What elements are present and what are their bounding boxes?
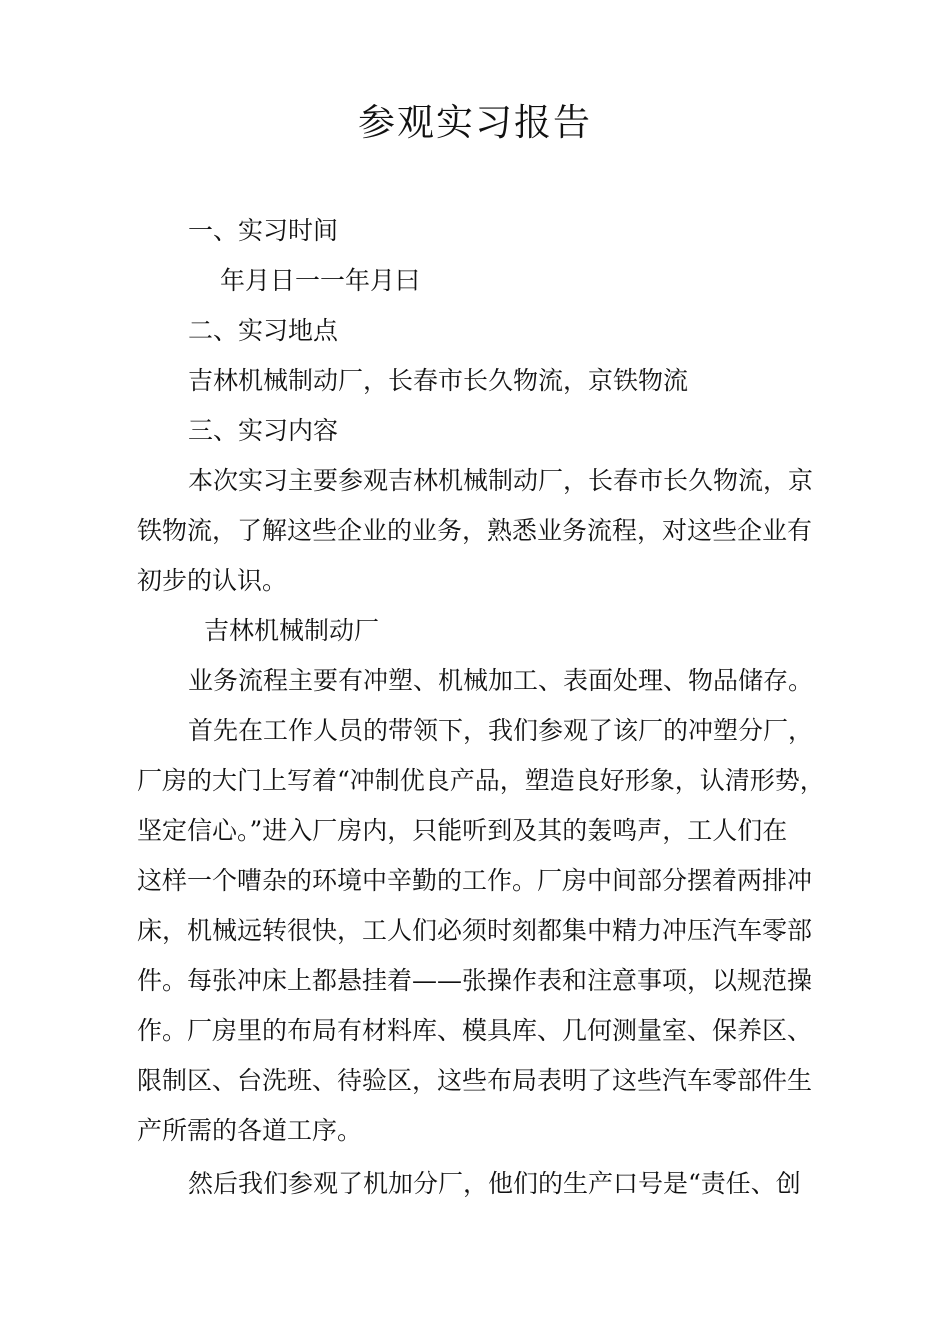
section-heading-time: 一、实习时间 <box>188 216 339 245</box>
paragraph-line: 初步的认识。 <box>137 566 288 595</box>
document-title: 参观实习报告 <box>358 101 592 144</box>
paragraph-line: 产所需的各道工序。 <box>137 1116 363 1145</box>
section-heading-location: 二、实习地点 <box>188 316 339 345</box>
internship-date-range: 年月日一一年月曰 <box>220 266 421 295</box>
paragraph-line: 然后我们参观了机加分厂，他们的生产口号是“责任、创 <box>188 1169 801 1198</box>
paragraph-line: 铁物流，了解这些企业的业务，熟悉业务流程，对这些企业有 <box>137 516 813 545</box>
paragraph-line: 限制区、台洗班、待验区，这些布局表明了这些汽车零部件生 <box>137 1066 813 1095</box>
paragraph-line: 业务流程主要有冲塑、机械加工、表面处理、物品储存。 <box>188 666 814 695</box>
paragraph-line: 这样一个嘈杂的环境中辛勤的工作。厂房中间部分摆着两排冲 <box>137 866 813 895</box>
subsection-heading: 吉林机械制动厂 <box>204 616 380 645</box>
section-heading-content: 三、实习内容 <box>188 416 339 445</box>
paragraph-line: 坚定信心。”进入厂房内，只能听到及其的轰鸣声，工人们在 <box>137 816 788 845</box>
paragraph-line: 床，机械远转很快，工人们必须时刻都集中精力冲压汽车零部 <box>137 916 813 945</box>
paragraph-line: 件。每张冲床上都悬挂着——张操作表和注意事项，以规范操 <box>137 966 813 995</box>
paragraph-line: 作。厂房里的布局有材料库、模具库、几何测量室、保养区、 <box>137 1016 813 1045</box>
paragraph-line: 厂房的大门上写着“冲制优良产品，塑造良好形象，认清形势， <box>137 766 825 795</box>
internship-locations: 吉林机械制动厂，长春市长久物流，京铁物流 <box>188 366 689 395</box>
paragraph-line: 首先在工作人员的带领下，我们参观了该厂的冲塑分厂， <box>188 716 814 745</box>
paragraph-line: 本次实习主要参观吉林机械制动厂，长春市长久物流，京 <box>188 466 814 495</box>
